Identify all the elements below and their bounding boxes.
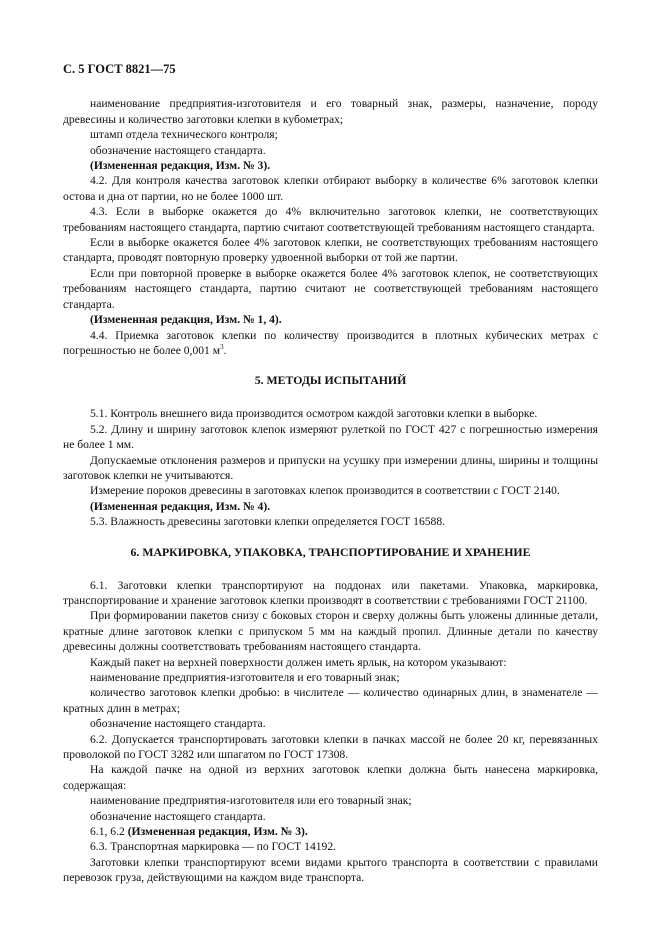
paragraph: Измерение пороков древесины в заготовках клепок производится в соответствии с ГОСТ 2140. <box>90 484 560 498</box>
amendment-note: (Измененная редакция, Изм. № 4). <box>90 499 271 513</box>
paragraph: Если при повторной проверке в выборке окажется более 4% заготовок клепок, не соответствующих требованиям настоящего стандарта, партию считают не соответствующей требованиям настоящего стандарта. <box>63 266 598 311</box>
amendment-note: (Измененная редакция, Изм. № 3). <box>90 159 271 173</box>
document-page <box>63 62 598 886</box>
amendment-note: (Измененная редакция, Изм. № 1, 4). <box>90 313 282 327</box>
paragraph <box>63 824 598 839</box>
paragraph: наименование предприятия-изготовителя и его товарный знак; <box>90 671 400 684</box>
amendment-note: (Измененная редакция, Изм. № 3). <box>127 825 308 839</box>
section-heading-5: 5. МЕТОДЫ ИСПЫТАНИЙ <box>254 373 407 388</box>
paragraph: Каждый пакет на верхней поверхности должен иметь ярлык, на котором указывают: <box>90 655 507 669</box>
paragraph: 5.3. Влажность древесины заготовки клепки определяется ГОСТ 16588. <box>90 515 446 529</box>
page-header: С. 5 ГОСТ 8821—75 <box>63 62 176 76</box>
paragraph: 6.3. Транспортная маркировка — по ГОСТ 14192. <box>90 840 337 854</box>
paragraph: обозначение настоящего стандарта. <box>90 143 266 157</box>
paragraph: наименование предприятия-изготовителя и его товарный знак, размеры, назначение, породу древесины и количество заготовки клепки в кубометрах; <box>63 97 598 126</box>
paragraph: При формировании пакетов снизу с боковых сторон и сверху должны быть уложены длинные детали, кратные длине заготовок клепки с припуском 5 мм на каждый пропил. Длинные детали по качеству древесины должны соответствовать требованиям настоящего стандарта. <box>63 609 598 654</box>
paragraph: обозначение настоящего стандарта. <box>90 717 266 731</box>
paragraph <box>63 328 598 359</box>
paragraph: 6.2. Допускается транспортировать заготовки клепки в пачках массой не более 20 кг, перевязанных проволокой по ГОСТ 3282 или шпагатом по ГОСТ 17308. <box>63 732 598 762</box>
paragraph: 4.3. Если в выборке окажется до 4% включительно заготовок клепки, не соответствующих требованиям настоящего стандарта, партию считают соответствующей требованиям настоящего стандарта. <box>63 205 598 234</box>
paragraph: количество заготовок клепки дробью: в числителе — количество одинарных длин, в знаменателе — кратных длин в метрах; <box>63 686 598 715</box>
paragraph: 5.1. Контроль внешнего вида производится осмотром каждой заготовки клепки в выборке. <box>90 407 538 421</box>
paragraph-text: 4.4. Приемка заготовок клепки по количеству производится в плотных кубических метрах с погрешностью не более 0,001 м <box>63 328 598 357</box>
paragraph-end: . <box>223 343 227 357</box>
paragraph: Допускаемые отклонения размеров и припуски на усушку при измерении длины, ширины и толщины заготовок клепки не учитываются. <box>63 453 598 482</box>
paragraph: наименование предприятия-изготовителя или его товарный знак; <box>90 794 412 808</box>
paragraph: Если в выборке окажется более 4% заготовок клепки, не соответствующих требованиям настоящего стандарта, проводят повторную проверку удвоенной выборки от той же партии. <box>63 236 598 265</box>
paragraph: 5.2. Длину и ширину заготовок клепок измеряют рулеткой по ГОСТ 427 с погрешностью измерения не более 1 мм. <box>63 422 598 452</box>
paragraph: штамп отдела технического контроля; <box>90 128 278 142</box>
paragraph: 4.2. Для контроля качества заготовок клепки отбирают выборку в количестве 6% заготовок клепки остова и дна от партии, но не более 1000 шт. <box>63 174 598 203</box>
paragraph: 6.1. Заготовки клепки транспортируют на поддонах или пакетами. Упаковка, маркировка, транспортирование и хранение заготовок клепки производят в соответствии с требованиями ГОСТ 21100. <box>63 578 598 607</box>
section-heading-6: 6. МАРКИРОВКА, УПАКОВКА, ТРАНСПОРТИРОВАНИЕ И ХРАНЕНИЕ <box>130 544 531 559</box>
paragraph: На каждой пачке на одной из верхних заготовок клепки должна быть нанесена маркировка, содержащая: <box>63 763 598 792</box>
paragraph-prefix: 6.1, 6.2 <box>90 825 128 839</box>
paragraph: обозначение настоящего стандарта. <box>90 809 266 823</box>
superscript: 3 <box>220 343 224 352</box>
paragraph: Заготовки клепки транспортируют всеми видами крытого транспорта в соответствии с правилами перевозок груза, действующими на каждом виде транспорта. <box>63 855 598 885</box>
